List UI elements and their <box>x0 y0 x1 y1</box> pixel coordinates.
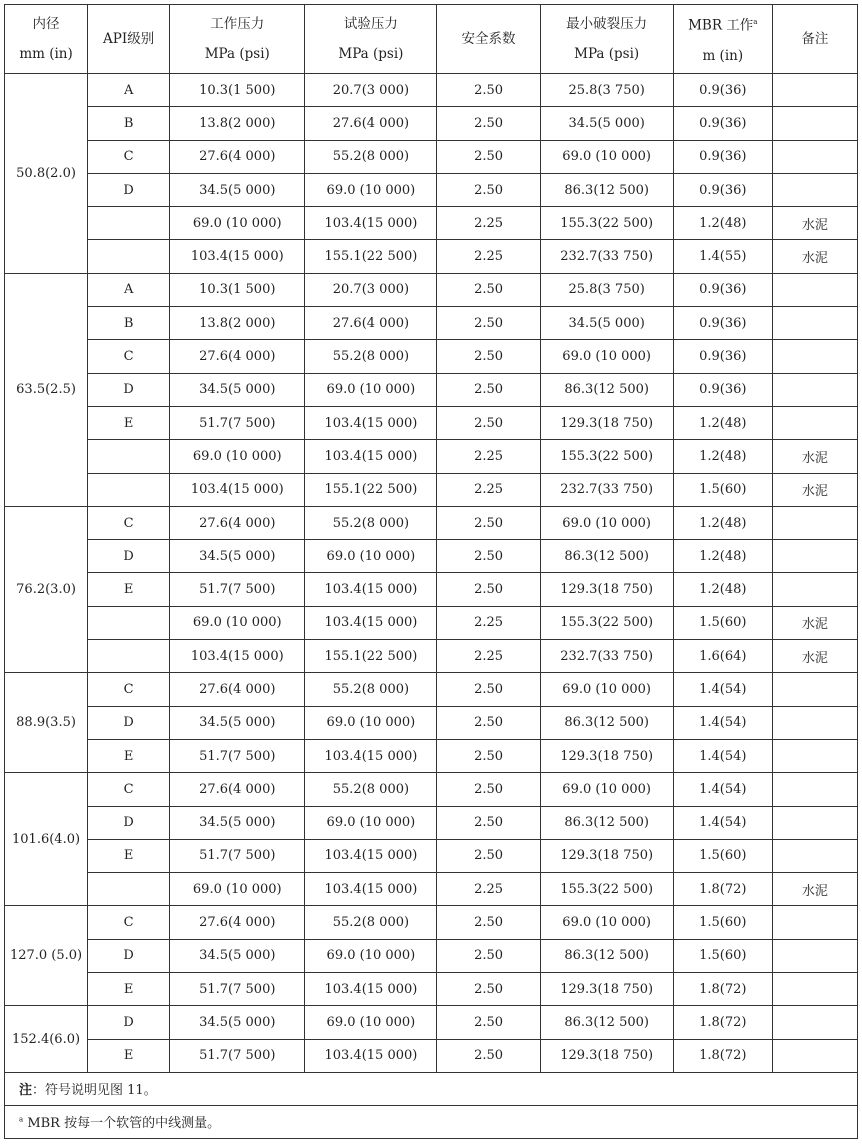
remarks-cell: 水泥 <box>772 240 857 273</box>
working-pressure-cell: 27.6(4 000) <box>170 906 305 939</box>
table-row <box>5 173 858 206</box>
test-pressure-cell: 103.4(15 000) <box>305 406 437 439</box>
mbr-cell: 1.6(64) <box>673 640 772 673</box>
note-cell: 注：符号说明见图 11。 <box>5 1072 858 1105</box>
working-pressure-cell: 103.4(15 000) <box>170 473 305 506</box>
mbr-cell: 1.5(60) <box>673 939 772 972</box>
api-grade-cell: C <box>88 340 170 373</box>
remarks-cell <box>772 706 857 739</box>
test-pressure-cell: 69.0 (10 000) <box>305 540 437 573</box>
hose-specification-table <box>4 4 858 1139</box>
remarks-cell <box>772 506 857 539</box>
test-pressure-cell: 103.4(15 000) <box>305 873 437 906</box>
test-pressure-cell: 27.6(4 000) <box>305 107 437 140</box>
min-burst-pressure-cell: 34.5(5 000) <box>540 307 673 340</box>
header-api-grade: API级别 <box>88 5 170 74</box>
mbr-cell: 0.9(36) <box>673 140 772 173</box>
working-pressure-cell: 103.4(15 000) <box>170 640 305 673</box>
test-pressure-cell: 103.4(15 000) <box>305 573 437 606</box>
table-row <box>5 273 858 306</box>
min-burst-pressure-cell: 86.3(12 500) <box>540 706 673 739</box>
test-pressure-cell: 20.7(3 000) <box>305 74 437 107</box>
mbr-cell: 1.2(48) <box>673 506 772 539</box>
min-burst-pressure-cell: 155.3(22 500) <box>540 440 673 473</box>
table-row <box>5 373 858 406</box>
working-pressure-cell: 51.7(7 500) <box>170 1039 305 1072</box>
mbr-cell: 1.2(48) <box>673 573 772 606</box>
working-pressure-cell: 10.3(1 500) <box>170 74 305 107</box>
min-burst-pressure-cell: 129.3(18 750) <box>540 573 673 606</box>
api-grade-cell: D <box>88 939 170 972</box>
working-pressure-cell: 13.8(2 000) <box>170 107 305 140</box>
safety-factor-cell: 2.50 <box>437 739 540 772</box>
api-grade-cell <box>88 640 170 673</box>
test-pressure-cell: 155.1(22 500) <box>305 640 437 673</box>
test-pressure-cell: 69.0 (10 000) <box>305 373 437 406</box>
inner-diameter-cell: 50.8(2.0) <box>5 74 88 274</box>
api-grade-cell: D <box>88 806 170 839</box>
mbr-cell: 1.8(72) <box>673 1039 772 1072</box>
safety-factor-cell: 2.50 <box>437 673 540 706</box>
table-row <box>5 107 858 140</box>
safety-factor-cell: 2.50 <box>437 1006 540 1039</box>
safety-factor-cell: 2.25 <box>437 606 540 639</box>
remarks-cell <box>772 340 857 373</box>
mbr-cell: 1.5(60) <box>673 473 772 506</box>
inner-diameter-cell: 63.5(2.5) <box>5 273 88 506</box>
safety-factor-cell: 2.25 <box>437 207 540 240</box>
safety-factor-cell: 2.50 <box>437 706 540 739</box>
mbr-cell: 0.9(36) <box>673 340 772 373</box>
working-pressure-cell: 69.0 (10 000) <box>170 207 305 240</box>
min-burst-pressure-cell: 69.0 (10 000) <box>540 673 673 706</box>
working-pressure-cell: 69.0 (10 000) <box>170 606 305 639</box>
api-grade-cell: A <box>88 74 170 107</box>
working-pressure-cell: 34.5(5 000) <box>170 806 305 839</box>
working-pressure-cell: 34.5(5 000) <box>170 373 305 406</box>
mbr-cell: 1.4(55) <box>673 240 772 273</box>
api-grade-cell <box>88 440 170 473</box>
table-row <box>5 640 858 673</box>
table-row <box>5 506 858 539</box>
footnote-row <box>5 1105 858 1138</box>
remarks-cell <box>772 307 857 340</box>
min-burst-pressure-cell: 69.0 (10 000) <box>540 340 673 373</box>
remarks-cell: 水泥 <box>772 207 857 240</box>
working-pressure-cell: 69.0 (10 000) <box>170 873 305 906</box>
min-burst-pressure-cell: 69.0 (10 000) <box>540 773 673 806</box>
remarks-cell <box>772 173 857 206</box>
table-row <box>5 739 858 772</box>
safety-factor-cell: 2.50 <box>437 773 540 806</box>
working-pressure-cell: 51.7(7 500) <box>170 839 305 872</box>
test-pressure-cell: 69.0 (10 000) <box>305 1006 437 1039</box>
safety-factor-cell: 2.50 <box>437 839 540 872</box>
min-burst-pressure-cell: 34.5(5 000) <box>540 107 673 140</box>
mbr-cell: 0.9(36) <box>673 74 772 107</box>
safety-factor-cell: 2.50 <box>437 273 540 306</box>
working-pressure-cell: 27.6(4 000) <box>170 673 305 706</box>
mbr-cell: 1.8(72) <box>673 1006 772 1039</box>
mbr-cell: 1.4(54) <box>673 706 772 739</box>
remarks-cell <box>772 107 857 140</box>
min-burst-pressure-cell: 25.8(3 750) <box>540 74 673 107</box>
working-pressure-cell: 69.0 (10 000) <box>170 440 305 473</box>
remarks-cell <box>772 373 857 406</box>
note-row <box>5 1072 858 1105</box>
safety-factor-cell: 2.50 <box>437 140 540 173</box>
min-burst-pressure-cell: 69.0 (10 000) <box>540 506 673 539</box>
test-pressure-cell: 55.2(8 000) <box>305 906 437 939</box>
header-safety-factor: 安全系数 <box>437 5 540 74</box>
test-pressure-cell: 103.4(15 000) <box>305 1039 437 1072</box>
header-mbr-working: MBR 工作$^a$ m (in) <box>673 5 772 74</box>
safety-factor-cell: 2.25 <box>437 640 540 673</box>
working-pressure-cell: 34.5(5 000) <box>170 173 305 206</box>
safety-factor-cell: 2.50 <box>437 540 540 573</box>
mbr-cell: 0.9(36) <box>673 307 772 340</box>
min-burst-pressure-cell: 25.8(3 750) <box>540 273 673 306</box>
remarks-cell: 水泥 <box>772 640 857 673</box>
remarks-cell: 水泥 <box>772 606 857 639</box>
min-burst-pressure-cell: 155.3(22 500) <box>540 606 673 639</box>
remarks-cell: 水泥 <box>772 873 857 906</box>
remarks-cell: 水泥 <box>772 473 857 506</box>
working-pressure-cell: 51.7(7 500) <box>170 739 305 772</box>
safety-factor-cell: 2.50 <box>437 1039 540 1072</box>
test-pressure-cell: 69.0 (10 000) <box>305 939 437 972</box>
safety-factor-cell: 2.25 <box>437 240 540 273</box>
min-burst-pressure-cell: 86.3(12 500) <box>540 540 673 573</box>
working-pressure-cell: 103.4(15 000) <box>170 240 305 273</box>
mbr-cell: 0.9(36) <box>673 373 772 406</box>
mbr-cell: 1.8(72) <box>673 873 772 906</box>
safety-factor-cell: 2.50 <box>437 340 540 373</box>
mbr-cell: 1.2(48) <box>673 406 772 439</box>
table-row <box>5 140 858 173</box>
mbr-cell: 1.2(48) <box>673 440 772 473</box>
safety-factor-cell: 2.50 <box>437 173 540 206</box>
test-pressure-cell: 103.4(15 000) <box>305 606 437 639</box>
test-pressure-cell: 20.7(3 000) <box>305 273 437 306</box>
api-grade-cell: C <box>88 906 170 939</box>
working-pressure-cell: 13.8(2 000) <box>170 307 305 340</box>
safety-factor-cell: 2.50 <box>437 806 540 839</box>
mbr-cell: 1.5(60) <box>673 606 772 639</box>
api-grade-cell: C <box>88 506 170 539</box>
test-pressure-cell: 69.0 (10 000) <box>305 806 437 839</box>
mbr-cell: 0.9(36) <box>673 173 772 206</box>
working-pressure-cell: 34.5(5 000) <box>170 706 305 739</box>
table-row <box>5 74 858 107</box>
table-row <box>5 673 858 706</box>
api-grade-cell: A <box>88 273 170 306</box>
mbr-cell: 1.4(54) <box>673 773 772 806</box>
working-pressure-cell: 34.5(5 000) <box>170 540 305 573</box>
header-min-burst-pressure: 最小破裂压力 MPa (psi) <box>540 5 673 74</box>
api-grade-cell <box>88 873 170 906</box>
test-pressure-cell: 103.4(15 000) <box>305 207 437 240</box>
safety-factor-cell: 2.50 <box>437 74 540 107</box>
remarks-cell <box>772 1006 857 1039</box>
working-pressure-cell: 27.6(4 000) <box>170 140 305 173</box>
api-grade-cell: E <box>88 573 170 606</box>
safety-factor-cell: 2.25 <box>437 473 540 506</box>
api-grade-cell: D <box>88 1006 170 1039</box>
remarks-cell: 水泥 <box>772 440 857 473</box>
api-grade-cell: E <box>88 973 170 1006</box>
min-burst-pressure-cell: 155.3(22 500) <box>540 873 673 906</box>
api-grade-cell <box>88 207 170 240</box>
test-pressure-cell: 69.0 (10 000) <box>305 173 437 206</box>
test-pressure-cell: 55.2(8 000) <box>305 340 437 373</box>
header-remarks: 备注 <box>772 5 857 74</box>
safety-factor-cell: 2.25 <box>437 873 540 906</box>
test-pressure-cell: 55.2(8 000) <box>305 773 437 806</box>
working-pressure-cell: 51.7(7 500) <box>170 973 305 1006</box>
remarks-cell <box>772 1039 857 1072</box>
api-grade-cell: C <box>88 140 170 173</box>
mbr-cell: 1.4(54) <box>673 673 772 706</box>
safety-factor-cell: 2.25 <box>437 440 540 473</box>
api-grade-cell: D <box>88 373 170 406</box>
min-burst-pressure-cell: 129.3(18 750) <box>540 973 673 1006</box>
working-pressure-cell: 27.6(4 000) <box>170 506 305 539</box>
mbr-cell: 1.5(60) <box>673 906 772 939</box>
api-grade-cell: D <box>88 706 170 739</box>
remarks-cell <box>772 806 857 839</box>
api-grade-cell <box>88 240 170 273</box>
working-pressure-cell: 51.7(7 500) <box>170 406 305 439</box>
table-row <box>5 406 858 439</box>
table-row <box>5 806 858 839</box>
table-row <box>5 307 858 340</box>
safety-factor-cell: 2.50 <box>437 307 540 340</box>
working-pressure-cell: 34.5(5 000) <box>170 939 305 972</box>
api-grade-cell <box>88 473 170 506</box>
remarks-cell <box>772 839 857 872</box>
remarks-cell <box>772 74 857 107</box>
table-row <box>5 540 858 573</box>
remarks-cell <box>772 773 857 806</box>
min-burst-pressure-cell: 86.3(12 500) <box>540 939 673 972</box>
safety-factor-cell: 2.50 <box>437 373 540 406</box>
min-burst-pressure-cell: 129.3(18 750) <box>540 1039 673 1072</box>
mbr-cell: 1.5(60) <box>673 839 772 872</box>
working-pressure-cell: 27.6(4 000) <box>170 340 305 373</box>
table-row <box>5 1039 858 1072</box>
min-burst-pressure-cell: 86.3(12 500) <box>540 173 673 206</box>
remarks-cell <box>772 140 857 173</box>
table-row <box>5 873 858 906</box>
table-row <box>5 706 858 739</box>
table-row <box>5 839 858 872</box>
test-pressure-cell: 155.1(22 500) <box>305 240 437 273</box>
min-burst-pressure-cell: 232.7(33 750) <box>540 240 673 273</box>
inner-diameter-cell: 76.2(3.0) <box>5 506 88 672</box>
min-burst-pressure-cell: 86.3(12 500) <box>540 373 673 406</box>
safety-factor-cell: 2.50 <box>437 573 540 606</box>
safety-factor-cell: 2.50 <box>437 406 540 439</box>
header-working-pressure: 工作压力 MPa (psi) <box>170 5 305 74</box>
api-grade-cell: E <box>88 739 170 772</box>
remarks-cell <box>772 273 857 306</box>
remarks-cell <box>772 573 857 606</box>
min-burst-pressure-cell: 86.3(12 500) <box>540 806 673 839</box>
remarks-cell <box>772 406 857 439</box>
mbr-cell: 1.4(54) <box>673 806 772 839</box>
safety-factor-cell: 2.50 <box>437 107 540 140</box>
min-burst-pressure-cell: 129.3(18 750) <box>540 406 673 439</box>
safety-factor-cell: 2.50 <box>437 506 540 539</box>
header-row <box>5 5 858 74</box>
api-grade-cell: B <box>88 307 170 340</box>
mbr-cell: 0.9(36) <box>673 107 772 140</box>
inner-diameter-cell: 101.6(4.0) <box>5 773 88 906</box>
api-grade-cell: E <box>88 1039 170 1072</box>
remarks-cell <box>772 906 857 939</box>
api-grade-cell: C <box>88 673 170 706</box>
safety-factor-cell: 2.50 <box>437 906 540 939</box>
working-pressure-cell: 27.6(4 000) <box>170 773 305 806</box>
table-row <box>5 1006 858 1039</box>
remarks-cell <box>772 739 857 772</box>
header-test-pressure: 试验压力 MPa (psi) <box>305 5 437 74</box>
test-pressure-cell: 55.2(8 000) <box>305 140 437 173</box>
api-grade-cell <box>88 606 170 639</box>
table-row <box>5 207 858 240</box>
api-grade-cell: E <box>88 839 170 872</box>
table-row <box>5 973 858 1006</box>
test-pressure-cell: 55.2(8 000) <box>305 673 437 706</box>
table-row <box>5 440 858 473</box>
safety-factor-cell: 2.50 <box>437 973 540 1006</box>
working-pressure-cell: 10.3(1 500) <box>170 273 305 306</box>
api-grade-cell: C <box>88 773 170 806</box>
table-row <box>5 906 858 939</box>
table-row <box>5 240 858 273</box>
api-grade-cell: D <box>88 540 170 573</box>
test-pressure-cell: 69.0 (10 000) <box>305 706 437 739</box>
table-body <box>5 74 858 1073</box>
remarks-cell <box>772 540 857 573</box>
header-inner-diameter: 内径 mm (in) <box>5 5 88 74</box>
test-pressure-cell: 55.2(8 000) <box>305 506 437 539</box>
remarks-cell <box>772 973 857 1006</box>
safety-factor-cell: 2.50 <box>437 939 540 972</box>
working-pressure-cell: 34.5(5 000) <box>170 1006 305 1039</box>
min-burst-pressure-cell: 232.7(33 750) <box>540 640 673 673</box>
min-burst-pressure-cell: 69.0 (10 000) <box>540 140 673 173</box>
remarks-cell <box>772 673 857 706</box>
min-burst-pressure-cell: 232.7(33 750) <box>540 473 673 506</box>
table-row <box>5 606 858 639</box>
mbr-cell: 0.9(36) <box>673 273 772 306</box>
table-row <box>5 773 858 806</box>
test-pressure-cell: 103.4(15 000) <box>305 440 437 473</box>
test-pressure-cell: 155.1(22 500) <box>305 473 437 506</box>
inner-diameter-cell: 152.4(6.0) <box>5 1006 88 1073</box>
table-row <box>5 573 858 606</box>
inner-diameter-cell: 88.9(3.5) <box>5 673 88 773</box>
min-burst-pressure-cell: 69.0 (10 000) <box>540 906 673 939</box>
test-pressure-cell: 103.4(15 000) <box>305 973 437 1006</box>
mbr-cell: 1.2(48) <box>673 540 772 573</box>
mbr-cell: 1.4(54) <box>673 739 772 772</box>
api-grade-cell: B <box>88 107 170 140</box>
min-burst-pressure-cell: 86.3(12 500) <box>540 1006 673 1039</box>
api-grade-cell: E <box>88 406 170 439</box>
remarks-cell <box>772 939 857 972</box>
api-grade-cell: D <box>88 173 170 206</box>
table-row <box>5 939 858 972</box>
inner-diameter-cell: 127.0 (5.0) <box>5 906 88 1006</box>
test-pressure-cell: 103.4(15 000) <box>305 839 437 872</box>
test-pressure-cell: 27.6(4 000) <box>305 307 437 340</box>
table-row <box>5 473 858 506</box>
min-burst-pressure-cell: 155.3(22 500) <box>540 207 673 240</box>
min-burst-pressure-cell: 129.3(18 750) <box>540 739 673 772</box>
working-pressure-cell: 51.7(7 500) <box>170 573 305 606</box>
footnote-cell: $^a$ MBR 按每一个软管的中线测量。 <box>5 1105 858 1138</box>
min-burst-pressure-cell: 129.3(18 750) <box>540 839 673 872</box>
test-pressure-cell: 103.4(15 000) <box>305 739 437 772</box>
table-row <box>5 340 858 373</box>
mbr-cell: 1.2(48) <box>673 207 772 240</box>
mbr-cell: 1.8(72) <box>673 973 772 1006</box>
